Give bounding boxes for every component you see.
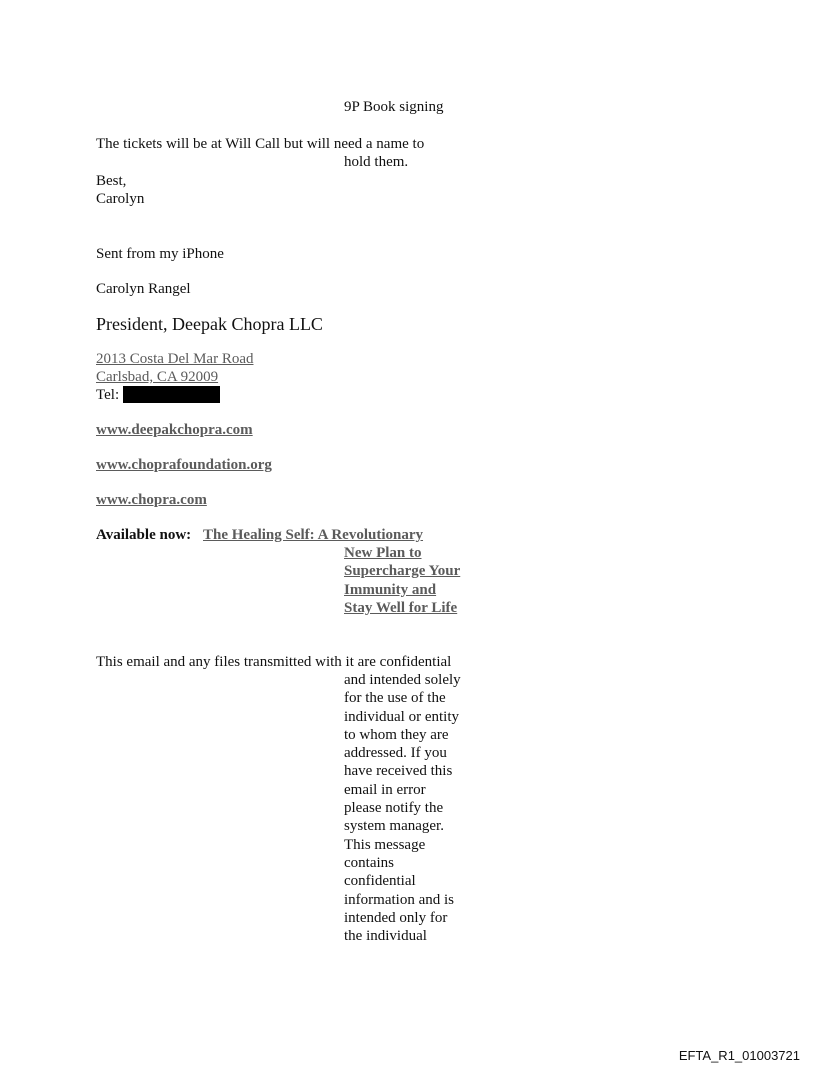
- address-line-1[interactable]: 2013 Costa Del Mar Road: [96, 351, 254, 367]
- available-label: Available now:: [96, 527, 192, 543]
- signature-title: President, Deepak Chopra LLC: [96, 314, 323, 334]
- address-line-2[interactable]: Carlsbad, CA 92009: [96, 369, 219, 385]
- disclaimer-line: to whom they are: [344, 726, 449, 743]
- document-id: EFTA_R1_01003721: [678, 1048, 800, 1063]
- message-line: The tickets will be at Will Call but will need a name to: [96, 136, 425, 152]
- time-line: 9P Book signing: [344, 99, 444, 115]
- link-chopra[interactable]: www.chopra.com: [96, 492, 207, 508]
- book-title-line[interactable]: Immunity and: [344, 581, 437, 598]
- tel-label: Tel:: [96, 387, 120, 403]
- disclaimer-line: intended only for: [344, 909, 448, 926]
- sent-from: Sent from my iPhone: [96, 246, 224, 262]
- book-title-line[interactable]: New Plan to: [344, 545, 422, 561]
- book-title-line-1[interactable]: The Healing Self: A Revolutionary: [203, 527, 424, 543]
- book-title-continuation[interactable]: [344, 544, 460, 617]
- disclaimer-line: addressed. If you: [344, 745, 447, 762]
- disclaimer-line: This message: [344, 836, 426, 853]
- book-title-line[interactable]: Stay Well for Life: [344, 599, 458, 616]
- disclaimer-line: the individual: [344, 928, 427, 945]
- redaction-block: [123, 386, 220, 403]
- disclaimer-line: information and is: [344, 891, 454, 908]
- signature-name: Carolyn Rangel: [96, 281, 191, 297]
- link-choprafoundation[interactable]: www.choprafoundation.org: [96, 457, 272, 473]
- disclaimer-line: for the use of the: [344, 690, 446, 707]
- disclaimer-line: have received this: [344, 763, 453, 780]
- disclaimer-line: please notify the: [344, 800, 444, 817]
- book-title-line[interactable]: Supercharge Your: [344, 563, 461, 580]
- disclaimer-line: confidential: [344, 873, 416, 890]
- closing: Best,: [96, 173, 127, 189]
- disclaimer-line: and intended solely: [344, 672, 461, 688]
- disclaimer-line: system manager.: [344, 818, 444, 835]
- disclaimer-line: email in error: [344, 781, 426, 798]
- link-deepakchopra[interactable]: www.deepakchopra.com: [96, 422, 253, 438]
- sender-first-name: Carolyn: [96, 191, 145, 207]
- disclaimer-body: [344, 671, 461, 945]
- disclaimer-first-line: This email and any files transmitted with it are confidential: [96, 654, 452, 670]
- disclaimer-line: contains: [344, 854, 394, 871]
- message-line-cont: hold them.: [344, 154, 409, 170]
- disclaimer-line: individual or entity: [344, 708, 459, 725]
